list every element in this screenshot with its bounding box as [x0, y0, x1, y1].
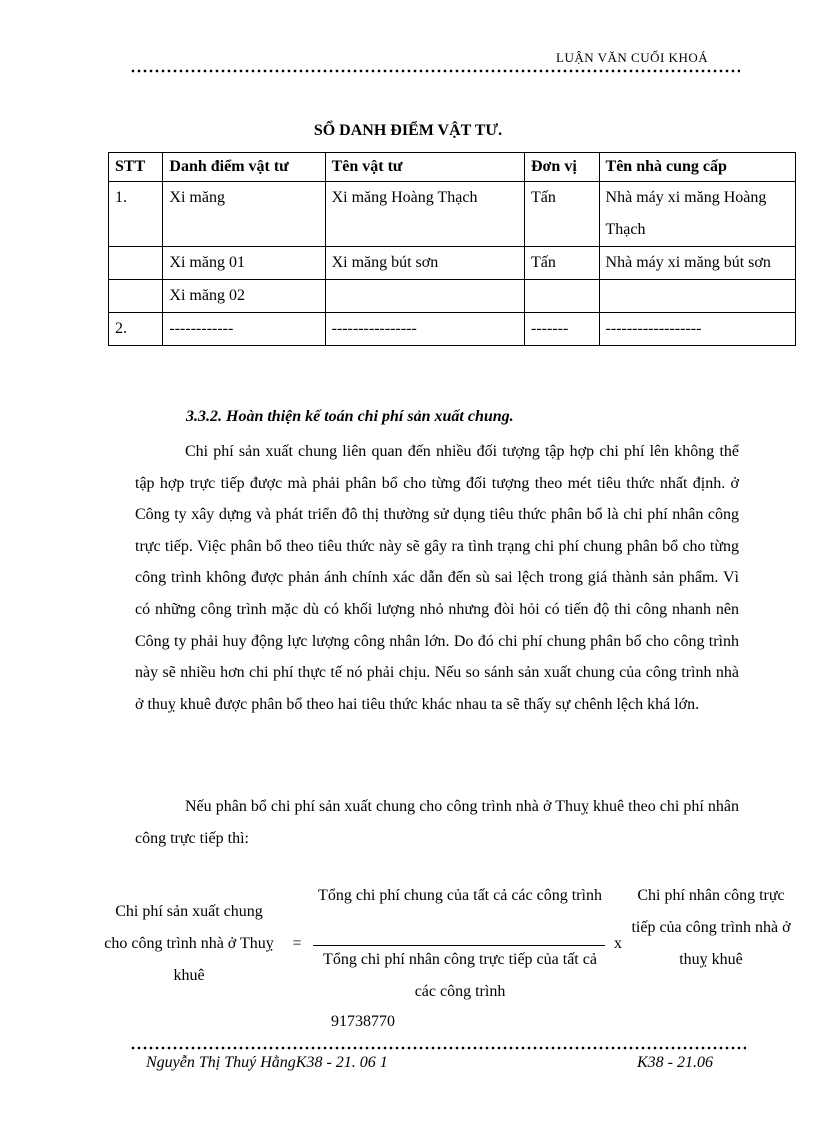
footer-dotted-rule: [130, 1046, 746, 1050]
column-header-stt: STT: [109, 153, 163, 182]
formula-number: 91738770: [331, 1013, 395, 1030]
table-cell: Tấn: [525, 247, 600, 280]
table-cell: [109, 280, 163, 313]
table-cell: [325, 280, 524, 313]
table-cell: 2.: [109, 313, 163, 346]
materials-table: [108, 152, 796, 346]
column-header-unit: Đơn vị: [525, 153, 600, 182]
table-cell: ------------------: [599, 313, 795, 346]
table-cell: [109, 247, 163, 280]
table-cell: Xi măng 01: [163, 247, 325, 280]
table-title: SỔ DANH ĐIỂM VẬT TƯ.: [313, 122, 503, 139]
table-cell: -------: [525, 313, 600, 346]
formula-numerator: Tổng chi phí chung của tất cả các công trình: [318, 887, 602, 904]
table-cell: 1.: [109, 182, 163, 247]
table-cell: Xi măng bút sơn: [325, 247, 524, 280]
table-cell: Tấn: [525, 182, 600, 247]
table-header-row: [109, 153, 796, 182]
column-header-supplier: Tên nhà cung cấp: [599, 153, 795, 182]
footer-class-code: K38 - 21.06: [637, 1054, 713, 1071]
table-row: [109, 313, 796, 346]
formula-left-side: Chi phí sản xuất chung cho công trình nhà ở Thuỵ khuê: [104, 903, 274, 984]
body-paragraph-2: Nếu phân bổ chi phí sản xuất chung cho công trình nhà ở Thuỵ khuê theo chi phí nhân công trực tiếp thì:: [135, 798, 739, 847]
table-row: [109, 280, 796, 313]
table-cell: Nhà máy xi măng Hoàng Thạch: [599, 182, 795, 247]
table-cell: Xi măng: [163, 182, 325, 247]
table-cell: [525, 280, 600, 313]
column-header-name: Tên vật tư: [325, 153, 524, 182]
table-cell: Nhà máy xi măng bút sơn: [599, 247, 795, 280]
body-paragraph-1: Chi phí sản xuất chung liên quan đến nhiều đối tượng tập hợp chi phí lên không thể tập hợp trực tiếp được mà phải phân bổ cho từng đối tượng theo mét tiêu thức nhất định. ở Công ty xây dựng và phát triển đô thị thường sử dụng tiêu thức phân bổ là chi phí nhân công trực tiếp. Việc phân bổ theo tiêu thức này sẽ gây ra tình trạng chi phí chung phân bổ cho từng công trình không được phản ánh chính xác dẫn đến sù sai lệch trong giá thành sản phẩm. Vì có những công trình mặc dù có khối lượng nhỏ nhưng đòi hỏi có tiến độ thi công nhanh nên Công ty phải huy động lực lượng công nhân lớn. Do đó chi phí chung phân bổ cho công trình này sẽ nhiều hơn chi phí thực tế nó phải chịu. Nếu so sánh sản xuất chung của công trình nhà ở thuỵ khuê được phân bổ theo hai tiêu thức khác nhau ta sẽ thấy sự chênh lệch khá lớn.: [135, 443, 739, 713]
table-row: [109, 182, 796, 247]
formula-equals-sign: =: [292, 935, 302, 952]
table-cell: Xi măng Hoàng Thạch: [325, 182, 524, 247]
header-title: LUẬN VĂN CUỐI KHOÁ: [556, 50, 709, 65]
table-row: [109, 247, 796, 280]
table-cell: Xi măng 02: [163, 280, 325, 313]
header-dotted-rule: [130, 69, 740, 73]
footer-author: Nguyễn Thị Thuý HằngK38 - 21. 06 1: [146, 1054, 388, 1071]
table-cell: ------------: [163, 313, 325, 346]
table-cell: [599, 280, 795, 313]
column-header-code: Danh điểm vật tư: [163, 153, 325, 182]
formula-denominator: Tổng chi phí nhân công trực tiếp của tất cả các công trình: [323, 951, 597, 1000]
formula-right-side: Chi phí nhân công trực tiếp của công trình nhà ở thuỵ khuê: [631, 887, 791, 968]
section-heading: 3.3.2. Hoàn thiện kế toán chi phí sản xuất chung.: [186, 408, 514, 425]
table-cell: ----------------: [325, 313, 524, 346]
formula-times-sign: x: [614, 935, 622, 952]
